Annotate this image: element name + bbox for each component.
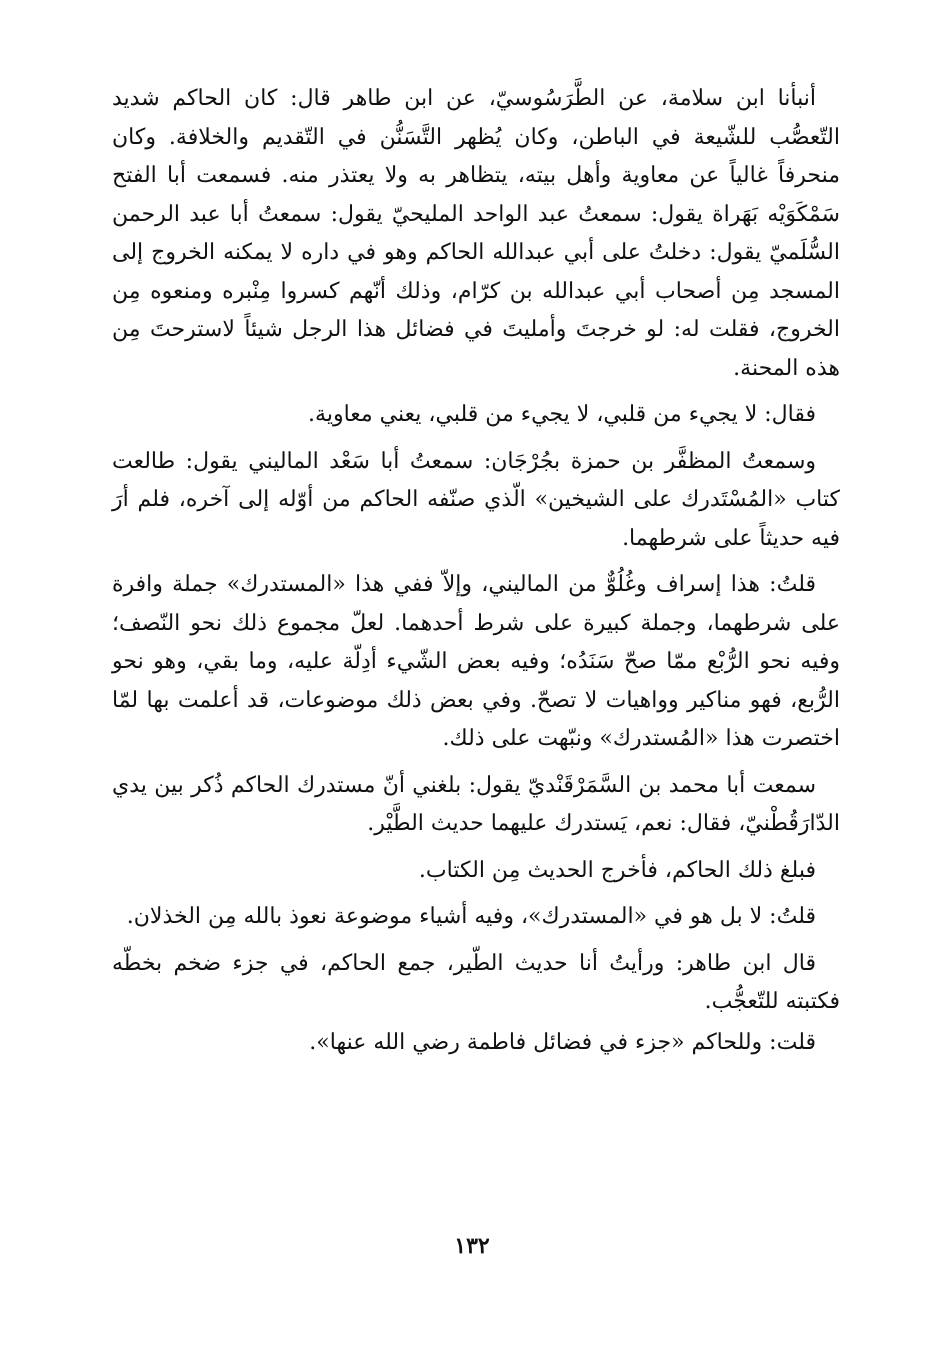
paragraph-6: فبلغ ذلك الحاكم، فأخرج الحديث مِن الكتاب. <box>418 857 816 883</box>
paragraph-1: أنبأنا ابن سلامة، عن الطَّرَسُوسيّ، عن ابن طاهر قال: كان الحاكم شديد التّعصُّب للشّيعة في الباطن، وكان يُظهر التَّسَنُّن في التّقديم والخلافة. وكان منحرفاً غالياً عن معاوية وأهل بيته، يتظاهر به ولا يعتذر منه. فسمعت أبا الفتح سَمْكَوَيْه بَهَراة يقول: سمعتُ عبد الواحد المليحيّ يقول: سمعتُ أبا عبد الرحمن السُّلَميّ يقول: دخلتُ على أبي عبدالله الحاكم وهو في داره لا يمكنه الخروج إلى المسجد مِن أصحاب أبي عبدالله بن كرّام، وذلك أنّهم كسروا مِنْبره ومنعوه مِن الخروج، فقلت له: لو خرجتَ وأمليتَ في فضائل هذا الرجل شيئاً لاسترحتَ مِن هذه المحنة. <box>112 86 840 381</box>
paragraph-7: قلتُ: لا بل هو في «المستدرك»، وفيه أشياء موضوعة نعوذ بالله مِن الخذلان. <box>126 904 816 929</box>
paragraph-8: قال ابن طاهر: ورأيتُ أنا حديث الطّير، جمع الحاكم، في جزء ضخم بخطّه فكتبته للتّعجُّب. <box>112 950 840 1014</box>
page-body <box>112 80 840 1070</box>
paragraph-2: فقال: لا يجيء من قلبي، لا يجيء من قلبي، يعني معاوية. <box>308 402 816 427</box>
paragraph-5: سمعت أبا محمد بن السَّمَرْقَنْديّ يقول: بلغني أنّ مستدرك الحاكم ذُكر بين يدي الدّارَقُطْنيّ، فقال: نعم، يَستدرك عليهما حديث الطَّيْر. <box>112 772 840 836</box>
paragraph-9: قلت: وللحاكم «جزء في فضائل فاطمة رضي الله عنها». <box>309 1029 816 1055</box>
page-number: ١٣٢ <box>454 1233 490 1259</box>
paragraph-4: قلتُ: هذا إسراف وغُلُوٌّ من الماليني، وإلاّ ففي هذا «المستدرك» جملة وافرة على شرطهما، وجملة كبيرة على شرط أحدهما. لعلّ مجموع ذلك نحو النّصف؛ وفيه نحو الرُّبْع ممّا صحّ سَنَدُه؛ وفيه بعض الشّيء أدِلّة عليه، وما بقي، وهو نحو الرُّبع، فهو مناكير وواهيات لا تصحّ. وفي بعض ذلك موضوعات، قد أعلمت بها لمّا اختصرت هذا «المُستدرك» ونبّهت على ذلك. <box>112 572 840 751</box>
paragraph-3: وسمعتُ المظفَّر بن حمزة بجُرْجَان: سمعتُ أبا سَعْد الماليني يقول: طالعت كتاب «المُسْتَدرك على الشيخين» الّذي صنّفه الحاكم من أوّله إلى آخره، فلم أرَ فيه حديثاً على شرطهما. <box>112 448 840 551</box>
